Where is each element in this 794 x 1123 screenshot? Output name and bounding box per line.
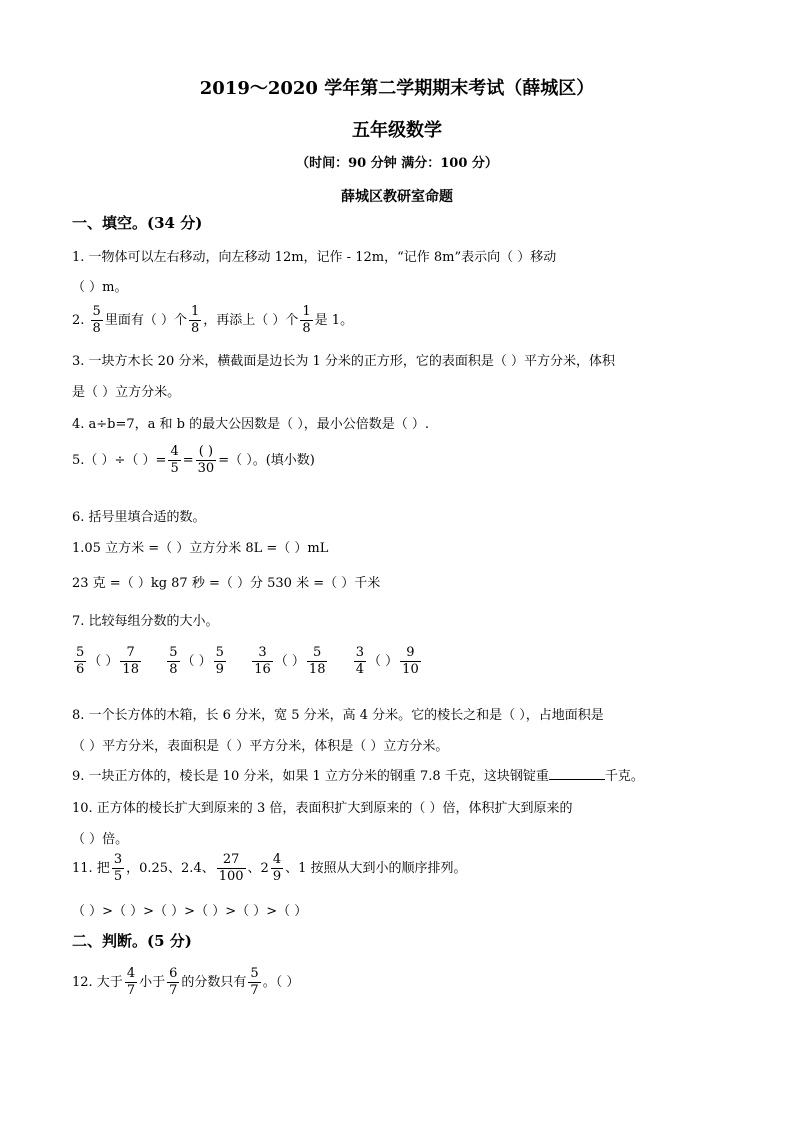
answer-underline bbox=[549, 767, 605, 780]
compare-blank: （ ） bbox=[368, 654, 399, 669]
question-3-line2: 是（ ）立方分米。 bbox=[72, 385, 181, 400]
question-2 bbox=[72, 304, 353, 337]
fraction: $\frac{5}{8}$ bbox=[92, 304, 101, 336]
q9-unit: 千克。 bbox=[604, 769, 644, 784]
fraction: $\frac{1}{8}$ bbox=[190, 304, 200, 336]
section-heading-judge: 二、判断。(5 分) bbox=[72, 932, 192, 950]
question-5 bbox=[72, 444, 315, 477]
fraction: $\frac{4}{7}$ bbox=[126, 966, 136, 998]
fraction: $\frac{5}{9}$ bbox=[215, 645, 224, 677]
question-8-line2: （ ）平方分米，表面积是（ ）平方分米，体积是（ ）立方分米。 bbox=[72, 739, 449, 754]
compare-blank: （ ） bbox=[88, 654, 119, 669]
time-info: （时间：90 分钟 满分：100 分） bbox=[296, 156, 498, 171]
compare-blank: （ ） bbox=[181, 654, 212, 669]
fraction: $\frac{( )}{30}$ bbox=[197, 444, 215, 476]
question-1-line1: 1. 一物体可以左右移动，向左移动 12m，记作 - 12m，“记作 8m”表示向（ ）移动 bbox=[72, 250, 557, 265]
q5-equals: = bbox=[182, 453, 194, 468]
q11-text: ，0.25、2.4、 bbox=[126, 861, 215, 876]
section-heading-fill: 一、填空。(34 分) bbox=[72, 214, 203, 232]
fraction: $\frac{4}{9}$ bbox=[272, 852, 282, 884]
fraction: $\frac{5}{8}$ bbox=[169, 645, 178, 677]
q2-prefix: 2. bbox=[72, 313, 85, 328]
fraction: $\frac{6}{7}$ bbox=[169, 966, 178, 998]
compare-blank: （ ） bbox=[274, 654, 305, 669]
fraction: $\frac{3}{16}$ bbox=[254, 645, 271, 677]
q11-suffix: 、1 按照从大到小的顺序排列。 bbox=[285, 861, 467, 876]
q2-text: 里面有（ ）个 bbox=[104, 313, 187, 328]
question-10-line1: 10. 正方体的棱长扩大到原来的 3 倍，表面积扩大到原来的（ ）倍，体积扩大到原来的 bbox=[72, 801, 573, 816]
question-7-pairs bbox=[72, 645, 423, 678]
question-6-row1: 1.05 立方米 =（ ）立方分米 8L =（ ）mL bbox=[72, 541, 329, 556]
question-11 bbox=[72, 852, 467, 885]
fraction: $\frac{4}{5}$ bbox=[170, 444, 179, 476]
author-line: 薛城区教研室命题 bbox=[341, 189, 453, 205]
question-6-row2: 23 克 =（ ）kg 87 秒 =（ ）分 530 米 =（ ）千米 bbox=[72, 576, 381, 591]
q12-prefix: 12. 大于 bbox=[72, 975, 123, 990]
fraction: $\frac{3}{5}$ bbox=[113, 852, 123, 884]
fraction: $\frac{5}{6}$ bbox=[76, 645, 85, 677]
fraction: $\frac{5}{7}$ bbox=[250, 966, 259, 998]
question-3-line1: 3. 一块方木长 20 分米，横截面是边长为 1 分米的正方形，它的表面积是（ ）平方分米，体积 bbox=[72, 354, 616, 369]
q12-text: 的分数只有 bbox=[181, 975, 247, 990]
question-9 bbox=[72, 765, 644, 784]
q2-text: 是 1。 bbox=[314, 313, 354, 328]
fraction: $\frac{9}{10}$ bbox=[402, 645, 419, 677]
fraction: $\frac{7}{18}$ bbox=[122, 645, 139, 677]
q12-text: 小于 bbox=[139, 975, 166, 990]
q5-suffix: =（ ）。(填小数) bbox=[218, 453, 315, 468]
fraction: $\frac{1}{8}$ bbox=[302, 304, 311, 336]
q9-text: 9. 一块正方体的，棱长是 10 分米，如果 1 立方分米的钢重 7.8 千克，这块钢锭重 bbox=[72, 769, 549, 784]
question-6-title: 6. 括号里填合适的数。 bbox=[72, 510, 206, 525]
q11-prefix: 11. 把 bbox=[72, 861, 110, 876]
question-7-title: 7. 比较每组分数的大小。 bbox=[72, 614, 219, 629]
question-1-line2: （ ）m。 bbox=[72, 280, 128, 295]
question-10-line2: （ ）倍。 bbox=[72, 832, 129, 847]
subject-title: 五年级数学 bbox=[352, 120, 442, 141]
fraction: $\frac{5}{18}$ bbox=[308, 645, 326, 677]
exam-title: 2019～2020 学年第二学期期末考试（薛城区） bbox=[199, 78, 595, 99]
question-12 bbox=[72, 966, 299, 999]
fraction: $\frac{3}{4}$ bbox=[355, 645, 365, 677]
q5-prefix: 5.（ ）÷（ ）= bbox=[72, 453, 167, 468]
question-8-line1: 8. 一个长方体的木箱，长 6 分米，宽 5 分米，高 4 分米。它的棱长之和是（ ），占地面积是 bbox=[72, 708, 604, 723]
q2-text: ，再添上（ ）个 bbox=[203, 313, 299, 328]
q11-text: 、2 bbox=[247, 861, 269, 876]
q12-suffix: 。（ ） bbox=[262, 975, 300, 990]
question-4: 4. a÷b=7，a 和 b 的最大公因数是（ ），最小公倍数是（ ）. bbox=[72, 417, 430, 432]
fraction: $\frac{27}{100}$ bbox=[218, 852, 244, 884]
question-11-order-line: （ ）>（ ）>（ ）>（ ）>（ ）>（ ） bbox=[72, 904, 308, 919]
